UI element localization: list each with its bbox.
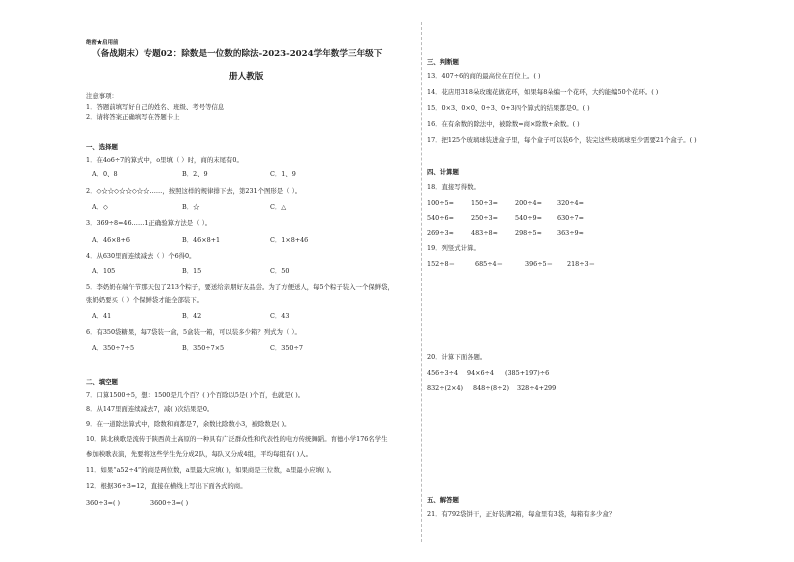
expr-item: 456÷3÷4 bbox=[427, 369, 459, 377]
calc-cell: 150÷3= bbox=[471, 199, 498, 207]
column-divider bbox=[421, 22, 422, 542]
question-12: 12．根据36÷3=12，直接在横线上写出下面各式的商。 bbox=[86, 482, 247, 490]
section-heading-fill: 二、填空题 bbox=[86, 378, 118, 386]
option-c: C．△ bbox=[270, 203, 287, 211]
question-18: 18．直接写得数。 bbox=[427, 183, 480, 191]
question-5-line2: 张奶奶要买（ ）个保鲜袋才能全部装下。 bbox=[86, 296, 204, 304]
question-10-line2: 参加秧歌表演，先要将这些学生先分成2队，每队又分成4组，平均每组有( )人。 bbox=[86, 450, 313, 458]
option-c: C．350÷7 bbox=[270, 344, 303, 352]
question-14: 14．花店用318朵玫瑰花做花环，如果每8朵编一个花环，大约能编50个花环。( ) bbox=[427, 88, 659, 96]
question-5-line1: 5．李奶奶在端午节那天包了213个粽子，要送给亲朋好友品尝。为了方便送人，每5个粽子装入一个保鲜袋， bbox=[86, 283, 394, 291]
option-a: A．350÷7÷5 bbox=[92, 344, 135, 352]
question-12-item: 3600÷3=( ) bbox=[150, 499, 189, 507]
notes-heading: 注意事项： bbox=[86, 92, 118, 100]
question-8: 8．从147里面连续减去7，减( )次结果是0。 bbox=[86, 405, 214, 413]
option-c: C．1、9 bbox=[270, 170, 296, 178]
option-a: A．105 bbox=[92, 267, 116, 275]
option-b: B．42 bbox=[182, 312, 202, 320]
question-9: 9．在一道除法算式中，除数和商都是7，余数比除数小3，被除数是( )。 bbox=[86, 420, 291, 428]
calc-cell: 200÷4= bbox=[515, 199, 542, 207]
exam-title-line1: （备战期末）专题02：除数是一位数的除法-2023-2024学年数学三年级下 bbox=[92, 49, 383, 59]
calc-cell: 363÷9≈ bbox=[557, 229, 584, 237]
expr-item: (385+197)÷6 bbox=[505, 369, 550, 377]
question-4: 4．从630里面连续减去（ ）个6得0。 bbox=[86, 252, 196, 260]
vertical-calc-item: 685÷4＝ bbox=[475, 260, 504, 268]
question-7: 7．口算1500÷5，想：1500是几个百？( )个百除以5是( )个百，也就是( )。 bbox=[86, 391, 305, 399]
calc-cell: 100÷5= bbox=[427, 199, 454, 207]
expr-item: 848÷(8÷2) bbox=[473, 384, 510, 392]
calc-cell: 250÷3= bbox=[471, 214, 498, 222]
note-item: 1．答题前填写好自己的姓名、班级、考号等信息 bbox=[86, 103, 225, 111]
section-heading-choice: 一、选择题 bbox=[86, 143, 118, 151]
note-item: 2．请将答案正确填写在答题卡上 bbox=[86, 113, 180, 121]
section-heading-solve: 五、解答题 bbox=[427, 496, 459, 504]
vertical-calc-item: 396÷5＝ bbox=[525, 260, 554, 268]
calc-cell: 298÷5≈ bbox=[515, 229, 542, 237]
vertical-calc-item: 218÷3＝ bbox=[567, 260, 596, 268]
question-19: 19．列竖式计算。 bbox=[427, 244, 480, 252]
question-6: 6．有350袋糖果，每7袋装一盒，5盒装一箱，可以装多少箱？列式为（ ）。 bbox=[86, 328, 301, 336]
question-13: 13．407÷6的商的最高位在百位上。( ) bbox=[427, 72, 541, 80]
option-a: A．0、8 bbox=[92, 170, 118, 178]
calc-cell: 269÷3≈ bbox=[427, 229, 454, 237]
option-a: A．◇ bbox=[92, 203, 108, 211]
calc-cell: 483÷8≈ bbox=[471, 229, 498, 237]
expr-item: 832÷(2×4) bbox=[427, 384, 464, 392]
expr-item: 328÷4+299 bbox=[517, 384, 557, 392]
question-16: 16．在有余数的除法中，被除数=商×除数+余数。( ) bbox=[427, 120, 580, 128]
option-b: B．350÷7×5 bbox=[182, 344, 225, 352]
section-heading-calc: 四、计算题 bbox=[427, 168, 459, 176]
option-c: C．50 bbox=[270, 267, 290, 275]
question-17: 17．把125个玻璃球装进盒子里，每个盒子可以装6个，装完这些玻璃球至少需要21个盒子。( ) bbox=[427, 136, 697, 144]
vertical-calc-item: 152÷8＝ bbox=[427, 260, 456, 268]
option-a: A．41 bbox=[92, 312, 112, 320]
option-a: A．46×8+6 bbox=[92, 236, 130, 244]
question-20: 20．计算下面各题。 bbox=[427, 353, 487, 361]
section-heading-judge: 三、判断题 bbox=[427, 58, 459, 66]
calc-cell: 320÷4= bbox=[557, 199, 584, 207]
question-21: 21．有792袋饼干，正好装满2箱，每盒里有3袋，每箱有多少盒？ bbox=[427, 510, 616, 518]
option-b: B．15 bbox=[182, 267, 202, 275]
question-15: 15．0×3、0×0、0÷3、0+3四个算式的结果都是0。( ) bbox=[427, 104, 590, 112]
calc-cell: 540÷9= bbox=[515, 214, 542, 222]
option-b: B．46×8+1 bbox=[182, 236, 221, 244]
option-b: B．2、9 bbox=[182, 170, 208, 178]
question-11: 11．如果“a52÷4”的商是两位数，a里最大应填( )，如果商是三位数，a里最小应填( )。 bbox=[86, 466, 336, 474]
option-c: C．43 bbox=[270, 312, 290, 320]
calc-cell: 630÷7= bbox=[557, 214, 584, 222]
option-b: B．☆ bbox=[182, 203, 200, 211]
calc-cell: 540÷6= bbox=[427, 214, 454, 222]
question-12-item: 360÷3=( ) bbox=[86, 499, 120, 507]
exam-title-line2: 册人教版 bbox=[229, 72, 264, 82]
question-10-line1: 10．陕北秧歌是流传于陕西黄土高原的一种具有广泛群众性和代表性的电方传统舞蹈。育德小学176名学生 bbox=[86, 435, 388, 443]
question-1: 1．在4o6÷7的算式中，o里填（ ）时，商的末尾有0。 bbox=[86, 156, 243, 164]
question-3: 3．369÷8=46……1正确验算方法是（ ）。 bbox=[86, 219, 212, 227]
expr-item: 94×6÷4 bbox=[467, 369, 494, 377]
question-2: 2．◇☆☆◇☆☆◇☆☆……，按照这样的规律排下去，第231个图形是（ ）。 bbox=[86, 187, 302, 195]
option-c: C．1×8+46 bbox=[270, 236, 309, 244]
secret-label: 绝密★启用前 bbox=[86, 40, 119, 46]
